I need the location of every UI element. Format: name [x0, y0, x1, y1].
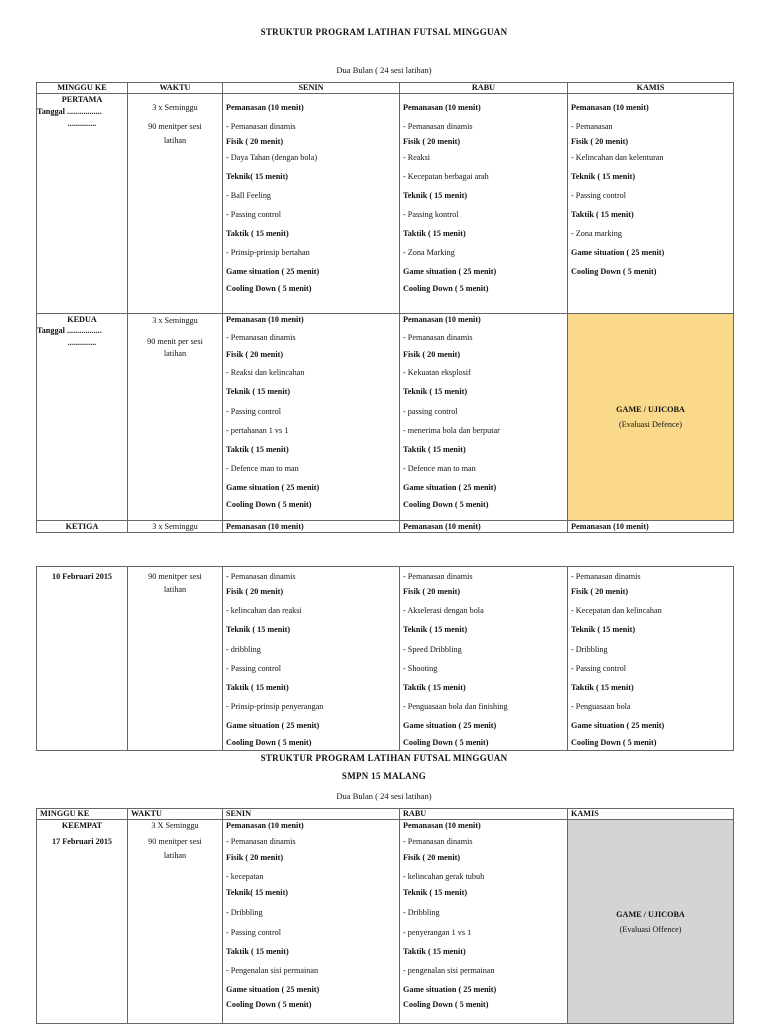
item: Cooling Down ( 5 menit) — [403, 1000, 489, 1010]
schedule-table-2 — [36, 808, 734, 1024]
date-cell — [37, 567, 128, 751]
date-dots: .............. — [67, 338, 97, 347]
item: - Dribbling — [571, 644, 608, 654]
item: Taktik ( 15 menit) — [403, 444, 466, 454]
item: - Dribbling — [403, 908, 440, 918]
date-field: Tanggal ................. — [37, 107, 102, 116]
item: - Dribbling — [226, 908, 263, 918]
week-label: KEEMPAT — [61, 821, 103, 830]
item: - Defence man to man — [226, 464, 299, 474]
header-kamis: KAMIS — [568, 83, 734, 94]
item: Fisik ( 20 menit) — [403, 137, 461, 147]
item: Teknik ( 15 menit) — [226, 387, 291, 397]
time-cell — [128, 567, 223, 751]
item: Taktik ( 15 menit) — [226, 946, 289, 956]
item: Game situation ( 25 menit) — [403, 985, 497, 995]
item: - Pemanasan dinamis — [403, 572, 473, 581]
kamis-cell — [568, 567, 734, 751]
item: - pengenalan sisi permainan — [403, 965, 495, 975]
item: Teknik( 15 menit) — [226, 888, 289, 898]
item: Taktik ( 15 menit) — [226, 682, 289, 692]
item: Taktik ( 15 menit) — [403, 228, 466, 238]
item: Cooling Down ( 5 menit) — [226, 1000, 312, 1010]
time-line: 90 menitper sesi — [148, 572, 202, 581]
item: - Passing control — [226, 663, 282, 673]
time-line: 90 menitper sesi — [148, 837, 202, 846]
item: Teknik ( 15 menit) — [403, 190, 468, 200]
item: Cooling Down ( 5 menit) — [403, 499, 489, 509]
game-label: GAME / UJICOBA — [616, 405, 685, 414]
game-cell-defence — [568, 314, 734, 521]
item: Game situation ( 25 menit) — [571, 721, 665, 731]
rabu-cell — [400, 567, 568, 751]
item: Game situation ( 25 menit) — [226, 267, 320, 277]
item: - Reaksi dan kelincahan — [226, 368, 305, 378]
item: - dribbling — [226, 644, 261, 654]
item: - Kecepatan dan kelincahan — [571, 606, 662, 616]
item: - Shooting — [403, 663, 438, 673]
item: - Daya Tahan (dengan bola) — [226, 153, 318, 163]
date-label: 17 Februari 2015 — [51, 837, 113, 846]
item: - Zona marking — [571, 228, 622, 238]
item: Cooling Down ( 5 menit) — [403, 283, 489, 293]
item: - Passing control — [571, 663, 627, 673]
item: Fisik ( 20 menit) — [226, 350, 284, 360]
item: - kecepatan — [226, 872, 264, 882]
item: - Defence man to man — [403, 464, 476, 474]
header-minggu: MINGGU KE — [37, 83, 128, 94]
item: Taktik ( 15 menit) — [226, 228, 289, 238]
time-line: 3 x Seminggu — [152, 103, 198, 112]
item: Fisik ( 20 menit) — [403, 350, 461, 360]
rabu-cell — [400, 820, 568, 1024]
item: Game situation ( 25 menit) — [571, 248, 665, 258]
time-cell — [128, 314, 223, 521]
game-cell-offence — [568, 820, 734, 1024]
rabu-cell — [400, 314, 568, 521]
item: - kelincahan gerak tubuh — [403, 872, 485, 882]
item: Taktik ( 15 menit) — [403, 682, 466, 692]
senin-cell — [223, 567, 400, 751]
item: Taktik ( 15 menit) — [226, 444, 289, 454]
item: - Pengenalan sisi permainan — [226, 965, 319, 975]
header-senin: SENIN — [223, 83, 400, 94]
item: Fisik ( 20 menit) — [226, 853, 284, 862]
item: - Passing control — [226, 406, 282, 416]
item: - Penguasaan bola — [571, 702, 631, 712]
date-field: Tanggal ................. — [37, 326, 102, 335]
time-cell — [128, 820, 223, 1024]
item: - Passing control — [226, 927, 282, 937]
item: Cooling Down ( 5 menit) — [226, 283, 312, 293]
item: Teknik ( 15 menit) — [571, 625, 636, 635]
item: - kelincahan dan reaksi — [226, 606, 302, 616]
item: - Pemanasan dinamis — [571, 572, 641, 581]
item: - Pemanasan dinamis — [403, 837, 473, 846]
time-line: 3 x Seminggu — [152, 316, 198, 325]
item: - Pemanasan dinamis — [226, 837, 296, 846]
senin-cell — [223, 314, 400, 521]
evaluation-label: (Evaluasi Offence) — [619, 924, 682, 934]
item: - Akselerasi dengan bola — [403, 606, 484, 616]
item: Teknik ( 15 menit) — [571, 171, 636, 181]
item: Teknik ( 15 menit) — [403, 888, 468, 898]
school-name: SMPN 15 MALANG — [341, 771, 427, 781]
week-cell — [37, 314, 128, 521]
time-line: latihan — [163, 851, 187, 861]
item: Fisik ( 20 menit) — [571, 587, 629, 597]
page-title-2: STRUKTUR PROGRAM LATIHAN FUTSAL MINGGUAN — [260, 753, 508, 763]
header-waktu: WAKTU — [128, 809, 223, 820]
item: Fisik ( 20 menit) — [571, 137, 629, 147]
item: Teknik ( 15 menit) — [226, 625, 291, 635]
week-label: KEDUA — [67, 315, 97, 324]
item: Game situation ( 25 menit) — [226, 483, 320, 493]
schedule-table-continuation — [36, 566, 734, 751]
header-rabu: RABU — [400, 83, 568, 94]
senin-cell — [223, 94, 400, 314]
item: - Pemanasan dinamis — [226, 572, 296, 581]
item: - Pemanasan dinamis — [403, 333, 473, 342]
page-subtitle: Dua Bulan ( 24 sesi latihan) — [336, 65, 432, 75]
item: Pemanasan (10 menit) — [226, 103, 304, 112]
week-row-ketiga — [37, 521, 734, 533]
time-cell — [128, 94, 223, 314]
rabu-cell — [400, 94, 568, 314]
item: Cooling Down ( 5 menit) — [571, 267, 657, 277]
item: - Prinsip-prinsip bertahan — [226, 248, 310, 258]
item: - Ball Feeling — [226, 190, 272, 200]
week-cell — [37, 820, 128, 1024]
item: Pemanasan (10 menit) — [400, 521, 568, 533]
page-subtitle-2: Dua Bulan ( 24 sesi latihan) — [336, 791, 432, 801]
week-row-ketiga-continued — [37, 567, 734, 751]
item: Fisik ( 20 menit) — [403, 853, 461, 862]
item: Teknik ( 15 menit) — [403, 387, 468, 397]
item: Pemanasan (10 menit) — [568, 521, 734, 533]
item: - Speed Dribbling — [403, 644, 462, 654]
week-label: KETIGA — [37, 521, 128, 533]
item: Cooling Down ( 5 menit) — [571, 737, 657, 747]
item: Teknik ( 15 menit) — [403, 625, 468, 635]
item: - Pemanasan dinamis — [226, 122, 296, 132]
item: - Pemanasan — [571, 122, 613, 132]
item: Teknik( 15 menit) — [226, 171, 289, 181]
page-title: STRUKTUR PROGRAM LATIHAN FUTSAL MINGGUAN — [260, 27, 508, 37]
evaluation-label: (Evaluasi Defence) — [619, 420, 682, 429]
item: Taktik ( 15 menit) — [571, 682, 634, 692]
time-line: 3 X Seminggu — [151, 821, 199, 830]
item: - Zona Marking — [403, 248, 455, 258]
time-line: latihan — [163, 136, 187, 146]
item: Pemanasan (10 menit) — [403, 315, 481, 324]
header-minggu: MINGGU KE — [37, 809, 128, 820]
item: - passing control — [403, 406, 458, 416]
time-line: latihan — [163, 349, 187, 358]
item: Game situation ( 25 menit) — [226, 985, 320, 995]
week-row-keempat — [37, 820, 734, 1024]
item: Pemanasan (10 menit) — [403, 821, 481, 830]
game-label: GAME / UJICOBA — [616, 909, 685, 919]
item: - Reaksi — [403, 153, 431, 163]
item: - menerima bola dan berputar — [403, 425, 500, 435]
item: - Prinsip-prinsip penyerangan — [226, 702, 324, 712]
item: Pemanasan (10 menit) — [403, 103, 481, 112]
item: Fisik ( 20 menit) — [226, 137, 284, 147]
item: - Pemanasan dinamis — [403, 122, 473, 132]
item: Game situation ( 25 menit) — [226, 721, 320, 731]
item: Game situation ( 25 menit) — [403, 267, 497, 277]
item: Pemanasan (10 menit) — [226, 315, 304, 324]
item: Pemanasan (10 menit) — [223, 521, 400, 533]
header-kamis: KAMIS — [568, 809, 734, 820]
week-row-pertama — [37, 94, 734, 314]
item: Fisik ( 20 menit) — [403, 587, 461, 597]
item: - Kekuatan eksplosif — [403, 368, 471, 378]
week-row-kedua — [37, 314, 734, 521]
header-senin: SENIN — [223, 809, 400, 820]
time-line: 90 menit per sesi — [147, 337, 203, 346]
item: - Pemanasan dinamis — [226, 333, 296, 342]
item: Pemanasan (10 menit) — [571, 103, 649, 112]
table-header-row — [37, 809, 734, 820]
week-cell — [37, 94, 128, 314]
item: Taktik ( 15 menit) — [571, 209, 634, 219]
time-line: 3 x Seminggu — [128, 521, 223, 533]
date-label: 10 Februari 2015 — [51, 572, 113, 581]
item: Game situation ( 25 menit) — [403, 483, 497, 493]
item: Cooling Down ( 5 menit) — [226, 499, 312, 509]
item: Game situation ( 25 menit) — [403, 721, 497, 731]
week-label: PERTAMA — [61, 95, 103, 104]
item: Pemanasan (10 menit) — [226, 821, 304, 830]
item: Cooling Down ( 5 menit) — [226, 737, 312, 747]
time-line: latihan — [163, 586, 187, 595]
item: - Penguasaan bola dan finishing — [403, 702, 508, 712]
item: - pertahanan 1 vs 1 — [226, 425, 289, 435]
table-header-row — [37, 83, 734, 94]
item: Cooling Down ( 5 menit) — [403, 737, 489, 747]
item: - Kecepatan berbagai arah — [403, 171, 489, 181]
item: - Passing control — [226, 209, 282, 219]
header-waktu: WAKTU — [128, 83, 223, 94]
item: - Kelincahan dan kelenturan — [571, 153, 664, 163]
item: Taktik ( 15 menit) — [403, 946, 466, 956]
date-dots: .............. — [67, 119, 97, 128]
kamis-cell — [568, 94, 734, 314]
senin-cell — [223, 820, 400, 1024]
item: - Passing kontrol — [403, 209, 459, 219]
header-rabu: RABU — [400, 809, 568, 820]
item: Fisik ( 20 menit) — [226, 587, 284, 597]
item: - Passing control — [571, 190, 627, 200]
time-line: 90 menitper sesi — [148, 122, 202, 132]
item: - penyerangan 1 vs 1 — [403, 927, 472, 937]
schedule-table-1 — [36, 82, 734, 533]
